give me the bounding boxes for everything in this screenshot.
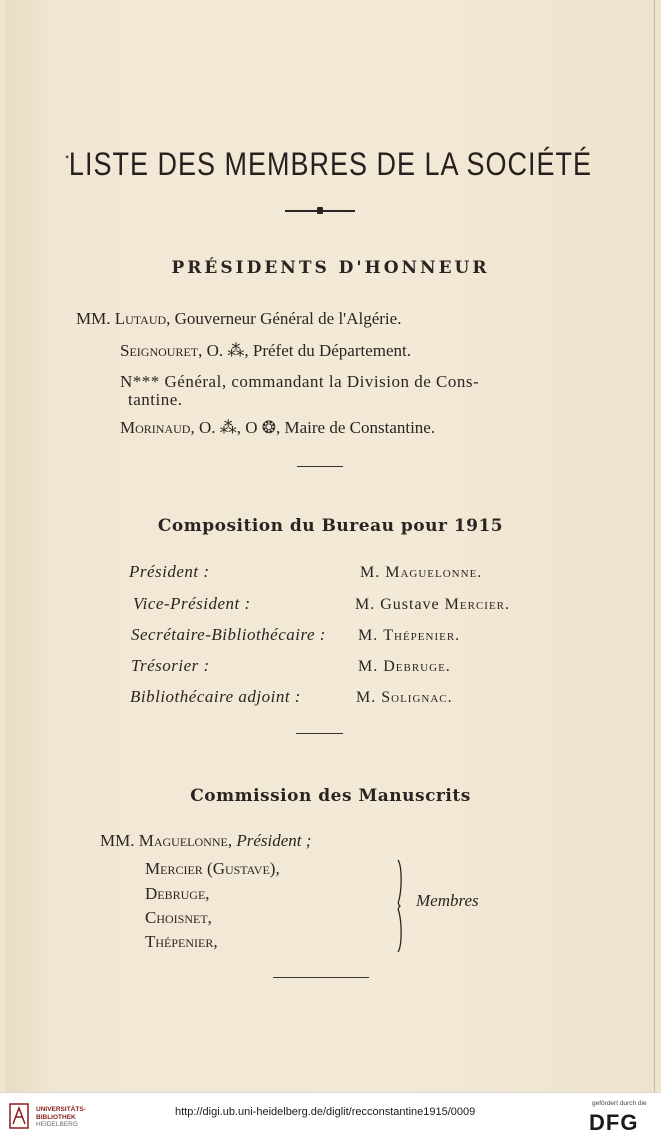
library-logo-icon[interactable] bbox=[8, 1101, 30, 1131]
honorary-entry: Seignouret, O. ⁂, Préfet du Département. bbox=[120, 341, 412, 360]
bureau-role: Bibliothécaire adjoint : bbox=[130, 687, 301, 706]
honorary-entry: Morinaud, O. ⁂, O ❂, Maire de Constantine. bbox=[120, 418, 436, 437]
bureau-role: Vice-Président : bbox=[133, 594, 251, 613]
page-title: LISTE DES MEMBRES DE LA SOCIÉTÉ bbox=[68, 146, 593, 182]
ink-mark: • bbox=[65, 150, 70, 164]
commission-heading: Commission des Manuscrits bbox=[190, 786, 471, 806]
footer-bar bbox=[0, 1092, 661, 1142]
bureau-role: Secrétaire-Bibliothécaire : bbox=[131, 625, 326, 644]
commission-member: Thépenier, bbox=[145, 932, 218, 951]
commission-member: Debruge, bbox=[145, 884, 210, 903]
commission-member: Choisnet, bbox=[145, 908, 212, 927]
title-ornament bbox=[285, 209, 355, 213]
library-name: UNIVERSITÄTS- BIBLIOTHEK HEIDELBERG bbox=[36, 1106, 86, 1128]
bureau-holder: M. Debruge. bbox=[358, 658, 451, 675]
honorary-entry: MM. Lutaud, Gouverneur Général de l'Algérie. bbox=[76, 309, 402, 328]
bureau-role: Trésorier : bbox=[131, 656, 210, 675]
bureau-role: Président : bbox=[129, 562, 210, 581]
honorary-heading: PRÉSIDENTS D'HONNEUR bbox=[171, 258, 490, 278]
commission-member: Mercier (Gustave), bbox=[145, 859, 280, 878]
funding-caption: gefördert durch die bbox=[592, 1100, 647, 1107]
permalink[interactable]: http://digi.ub.uni-heidelberg.de/diglit/recconstantine1915/0009 bbox=[175, 1106, 476, 1118]
members-brace bbox=[388, 858, 412, 954]
bureau-holder: M. Gustave Mercier. bbox=[355, 596, 510, 613]
end-rule bbox=[273, 977, 369, 978]
section-divider bbox=[297, 466, 343, 467]
honorary-entry-continuation: tantine. bbox=[128, 390, 183, 409]
bureau-heading: Composition du Bureau pour 1915 bbox=[157, 516, 504, 536]
honorary-entry: N*** Général, commandant la Division de Cons- bbox=[120, 372, 480, 391]
dfg-logo[interactable]: DFG bbox=[589, 1110, 639, 1135]
bureau-holder: M. Solignac. bbox=[356, 689, 453, 706]
commission-president: MM. Maguelonne, Président ; bbox=[100, 831, 312, 850]
members-label: Membres bbox=[416, 891, 479, 910]
bureau-holder: M. Maguelonne. bbox=[360, 564, 483, 581]
bureau-holder: M. Thépenier. bbox=[358, 627, 461, 644]
section-divider bbox=[296, 733, 343, 734]
